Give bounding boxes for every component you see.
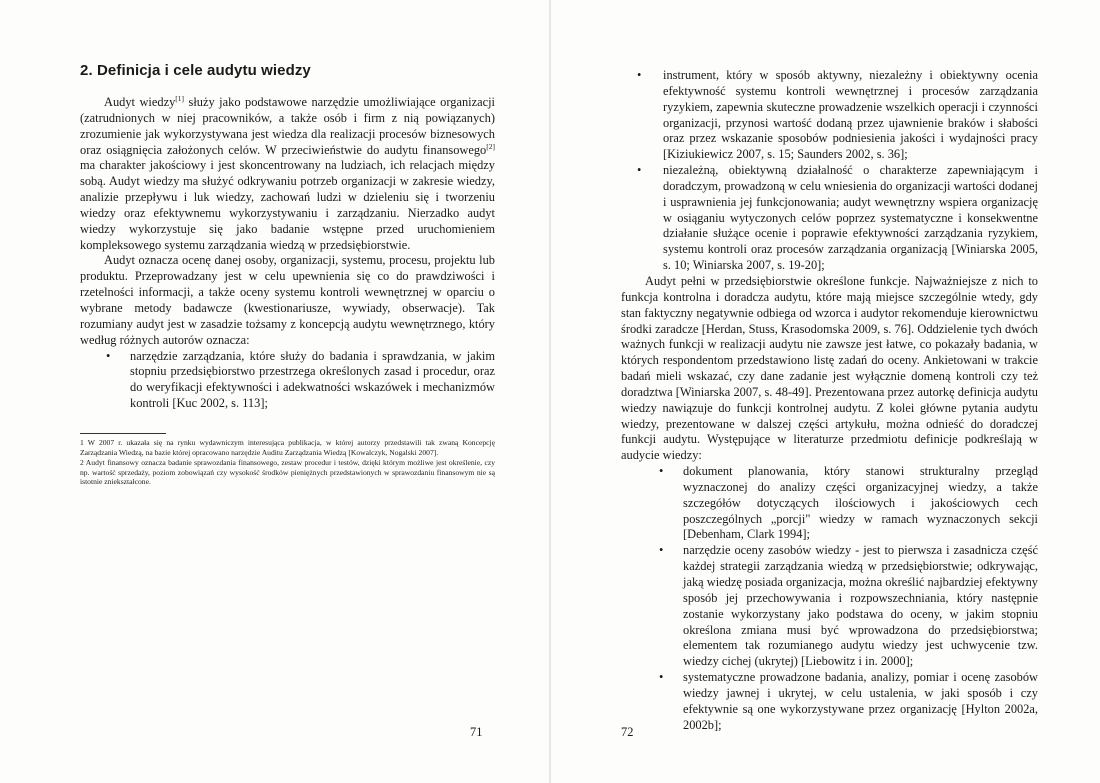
list-item-text: dokument planowania, który stanowi strukturalny przegląd wyznaczonej do analizy części organizacyjnej wiedzy, a także szczegółów dotyczących ilościowych i jakościowych cech poszczególnych „porcji" wiedzy w ramach wyznaczonych sekcji [Debenham, Clark 1994]; [683, 464, 1038, 542]
paragraph-2: Audyt oznacza ocenę danej osoby, organizacji, systemu, procesu, projektu lub produktu. Przeprowadzany jest w celu upewnienia się co do prawdziwości i rzetelności informacji, a także oceny systemu kontroli wewnętrznej w oparciu o wybrane metody badawcze (kwestionariusze, wywiady, obserwacje). Tak rozumiany audyt jest w zasadzie tożsamy z koncepcją audytu wewnętrznego, który według różnych autorów oznacza: [80, 253, 495, 347]
list-item [80, 349, 495, 412]
paragraph-1-middle: służy jako podstawowe narzędzie umożliwiające organizacji (zatrudnionych w niej pracowników, a także osób i firm z nią powiązanych) zrozumienie jak wykorzystywana jest wiedza dla realizacji procesów biznesowych oraz osiągnięcia założonych celów. W przeciwieństwie do audytu finansowego [80, 95, 495, 157]
list-item [621, 670, 1038, 733]
footnote-divider [80, 433, 166, 434]
footnotes [80, 438, 495, 487]
footnote-1: 1 W 2007 r. ukazała się na rynku wydawniczym interesująca publikacja, w której autorzy przedstawili tak zwaną Koncepcję Zarządzania Wiedzą, na bazie której opracowano narzędzie Auditu Zarządzania Wiedzą [Kowalczyk, Nogalski 2007]. [80, 438, 495, 457]
emphasis-list [621, 464, 1038, 733]
definition-list-left [80, 349, 495, 412]
page-number-right: 72 [621, 725, 634, 739]
list-item [621, 543, 1038, 670]
left-page [0, 0, 549, 783]
footnote-ref-1[interactable]: [1] [175, 93, 185, 103]
chapter-title: 2. Definicja i cele audytu wiedzy [80, 62, 311, 79]
definition-list-right [621, 68, 1038, 274]
list-item [621, 163, 1038, 274]
footnote-2: 2 Audyt finansowy oznacza badanie sprawozdania finansowego, zestaw procedur i testów, dzięki którym możliwe jest określenie, czy np. wartość sprzedaży, poziom zobowiązań czy wysokość środków pieniężnych przedstawionych w sprawozdaniu finansowym nie są istotnie zniekształcone. [80, 457, 495, 487]
list-item-text: narzędzie zarządzania, które służy do badania i sprawdzania, w jakim stopniu przedsiębiorstwo przestrzega określonych zasad i procedur, oraz do weryfikacji efektywności i adekwatności wskazówek i mechanizmów kontroli [Kuc 2002, s. 113]; [130, 348, 495, 411]
list-item-text: niezależną, obiektywną działalność o charakterze zapewniającym i doradczym, prowadzoną w celu wniesienia do organizacji wartości dodanej i usprawnienia jej funkcjonowania; audyt wewnętrzny wspiera organizację w osiąganiu wytyczonych celów poprzez systematyczne i konsekwentne działanie służące ocenie i poprawie efektywności zarządzania ryzykiem, systemu kontroli oraz procesów zarządzania organizacją [Winiarska 2005, s. 10; Winiarska 2007, s. 19-20]; [663, 163, 1038, 273]
page-number-left: 71 [470, 725, 483, 739]
list-item [621, 464, 1038, 543]
paragraph-1-end: ma charakter jakościowy i jest skoncentrowany na ludziach, ich relacjach między sobą. Audyt wiedzy ma służyć odkrywaniu potrzeb organizacji w zakresie wiedzy, analizie przepływu i luk wiedzy, zachowań ludzi w dzieleniu się i tworzeniu wiedzy oraz efektywnemu wykorzystywaniu i zarządzaniu. Nierzadko audyt wiedzy wykorzystuje się jako badanie wstępne przed uruchomieniem kompleksowego systemu zarządzania wiedzą w przedsiębiorstwie. [80, 158, 495, 252]
bullet-icon: • [659, 670, 664, 685]
paragraph-1 [80, 95, 495, 253]
bullet-icon: • [637, 68, 642, 82]
paragraph-3: Audyt pełni w przedsiębiorstwie określone funkcje. Najważniejsze z nich to funkcja kontrolna i doradcza audytu, które mają miejsce szczególnie wtedy, gdy stan faktyczny negatywnie odbiega od wzorca i audytor rekomenduje kierownictwu środki zaradcze [Herdan, Stuss, Krasodomska 2009, s. 76]. Oddzielenie tych dwóch ważnych funkcji w realizacji audytu nie zawsze jest łatwe, co pokazały badania, w których respondentom przedstawiono listę zadań do oceny. Ankietowani w trakcie badań mieli wskazać, czy dane zadanie jest wyłącznie domeną kontroli czy też doradztwa [Winiarska 2007, s. 48-49]. Prezentowana przez autorkę definicja audytu wiedzy nawiązuje do funkcji kontrolnej audytu. Z kolei główne pytania audytu wiedzy, prezentowane w dalszej części artykułu, można odnieść do doradczej funkcji audytu. Występujące w literaturze przedmiotu definicje podkreślają w audycie wiedzy: [621, 273, 1038, 463]
list-item-text: narzędzie oceny zasobów wiedzy - jest to pierwsza i zasadnicza część każdej strategii zarządzania wiedzą w przedsiębiorstwie; odkrywając, jaką wiedzę posiada organizacja, można określić najbardziej efektywny sposób jej przechowywania i rozpowszechniania, który następnie zostanie wykorzystany jako podstawa do oceny, w jakim stopniu określona zmiana musi być wprowadzona do przedsiębiorstwa; elementem tak rozumianego audytu wiedzy jest uchwycenie tzw. wiedzy cichej (ukrytej) [Liebowitz i in. 2000]; [683, 543, 1038, 669]
bullet-icon: • [659, 464, 664, 479]
list-item-text: instrument, który w sposób aktywny, niezależny i obiektywny ocenia efektywność systemu kontroli wewnętrznej i procesów zarządzania ryzykiem, zapewnia skuteczne prowadzenie wszelkich operacji i czynności organizacji, przynosi wartość dodaną przez ujawnienie braków i słabości oraz przez wskazanie sposobów podniesienia jakości i wydajności pracy [Kiziukiewicz 2007, s. 15; Saunders 2002, s. 36]; [663, 68, 1038, 162]
paragraph-1-start: Audyt wiedzy [104, 95, 176, 109]
list-item [621, 68, 1038, 163]
right-body-text [621, 68, 1038, 733]
list-item-text: systematyczne prowadzone badania, analizy, pomiar i ocenę zasobów wiedzy jawnej i ukrytej, w celu ustalenia, w jaki sposób i czy efektywnie są one wykorzystywane przez organizację [Hylton 2002a, 2002b]; [683, 670, 1038, 732]
right-page [551, 0, 1100, 783]
bullet-icon: • [106, 348, 111, 363]
bullet-icon: • [659, 543, 664, 558]
footnote-ref-2[interactable]: [2] [486, 141, 495, 151]
left-body-text [80, 95, 495, 412]
bullet-icon: • [637, 163, 642, 178]
